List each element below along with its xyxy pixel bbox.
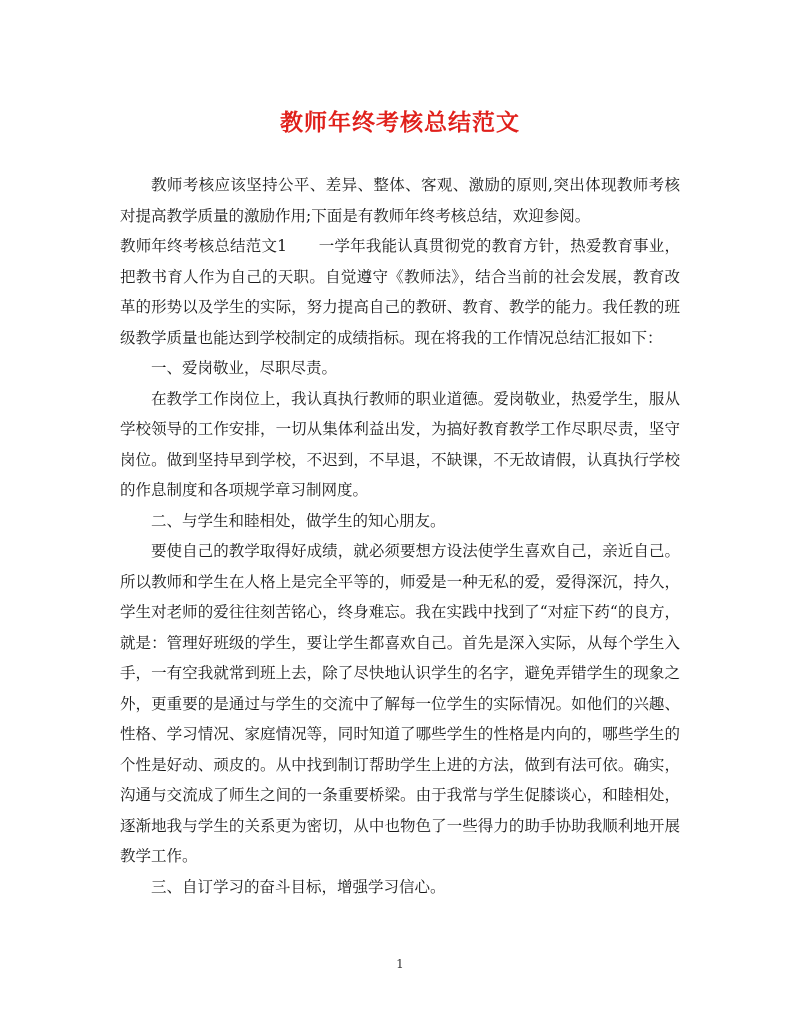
page-number: 1 (396, 957, 404, 971)
heading-two: 二、与学生和睦相处，做学生的知心朋友。 (151, 511, 446, 530)
heading-one: 一、爱岗敬业，尽职尽责。 (151, 359, 338, 377)
paragraph-one: 在教学工作岗位上，我认真执行教师的职业道德。爱岗敬业，热爱学生，服从学校领导的工作安排，一切从集体利益出发，为搞好教育教学工作尽职尽责，坚守岗位。做到坚持早到学校，不迟到，不早退，不缺课，不无故请假，认真执行学校的作息制度和各项规学章习制网度。 (120, 389, 680, 499)
paragraph-two: 要使自己的教学取得好成绩，就必须要想方设法使学生喜欢自己，亲近自己。所以教师和学生在人格上是完全平等的，师爱是一种无私的爱，爱得深沉，持久，学生对老师的爱往往刻苦铭心，终身难忘。我在实践中找到了“对症下药“的良方，就是：管理好班级的学生，要让学生都喜欢自己。首先是深入实际，从每个学生入手，一有空我就常到班上去，除了尽快地认识学生的名字，避免弄错学生的现象之外，更重要的是通过与学生的交流中了解每一位学生的实际情况。如他们的兴趣、性格、学习情况、家庭情况等，同时知道了哪些学生的性格是内向的，哪些学生的个性是好动、顽皮的。从中找到制订帮助学生上进的方法，做到有法可依。确实，沟通与交流成了师生之间的一条重要桥梁。由于我常与学生促膝谈心，和睦相处，逐渐地我与学生的关系更为密切，从中也物色了一些得力的助手协助我顺利地开展教学工作。 (120, 542, 680, 865)
heading-three: 三、自订学习的奋斗目标，增强学习信心。 (151, 877, 446, 896)
intro-paragraph: 教师考核应该坚持公平、差异、整体、客观、激励的原则,突出体现教师考核对提高教学质量的激励作用;下面是有教师年终考核总结，欢迎参阅。 (120, 176, 680, 225)
document-title: 教师年终考核总结范文 (280, 109, 520, 136)
section-lead-paragraph: 教师年终考核总结范文1 一学年我能认真贯彻党的教育方针，热爱教育事业，把教书育人作为自己的天职。自觉遵守《教师法》，结合当前的社会发展，教育改革的形势以及学生的实际，努力提高自己的教研、教育、教学的能力。我任教的班级教学质量也能达到学校制定的成绩指标。现在将我的工作情况总结汇报如下： (120, 237, 680, 347)
document-body (120, 170, 680, 902)
